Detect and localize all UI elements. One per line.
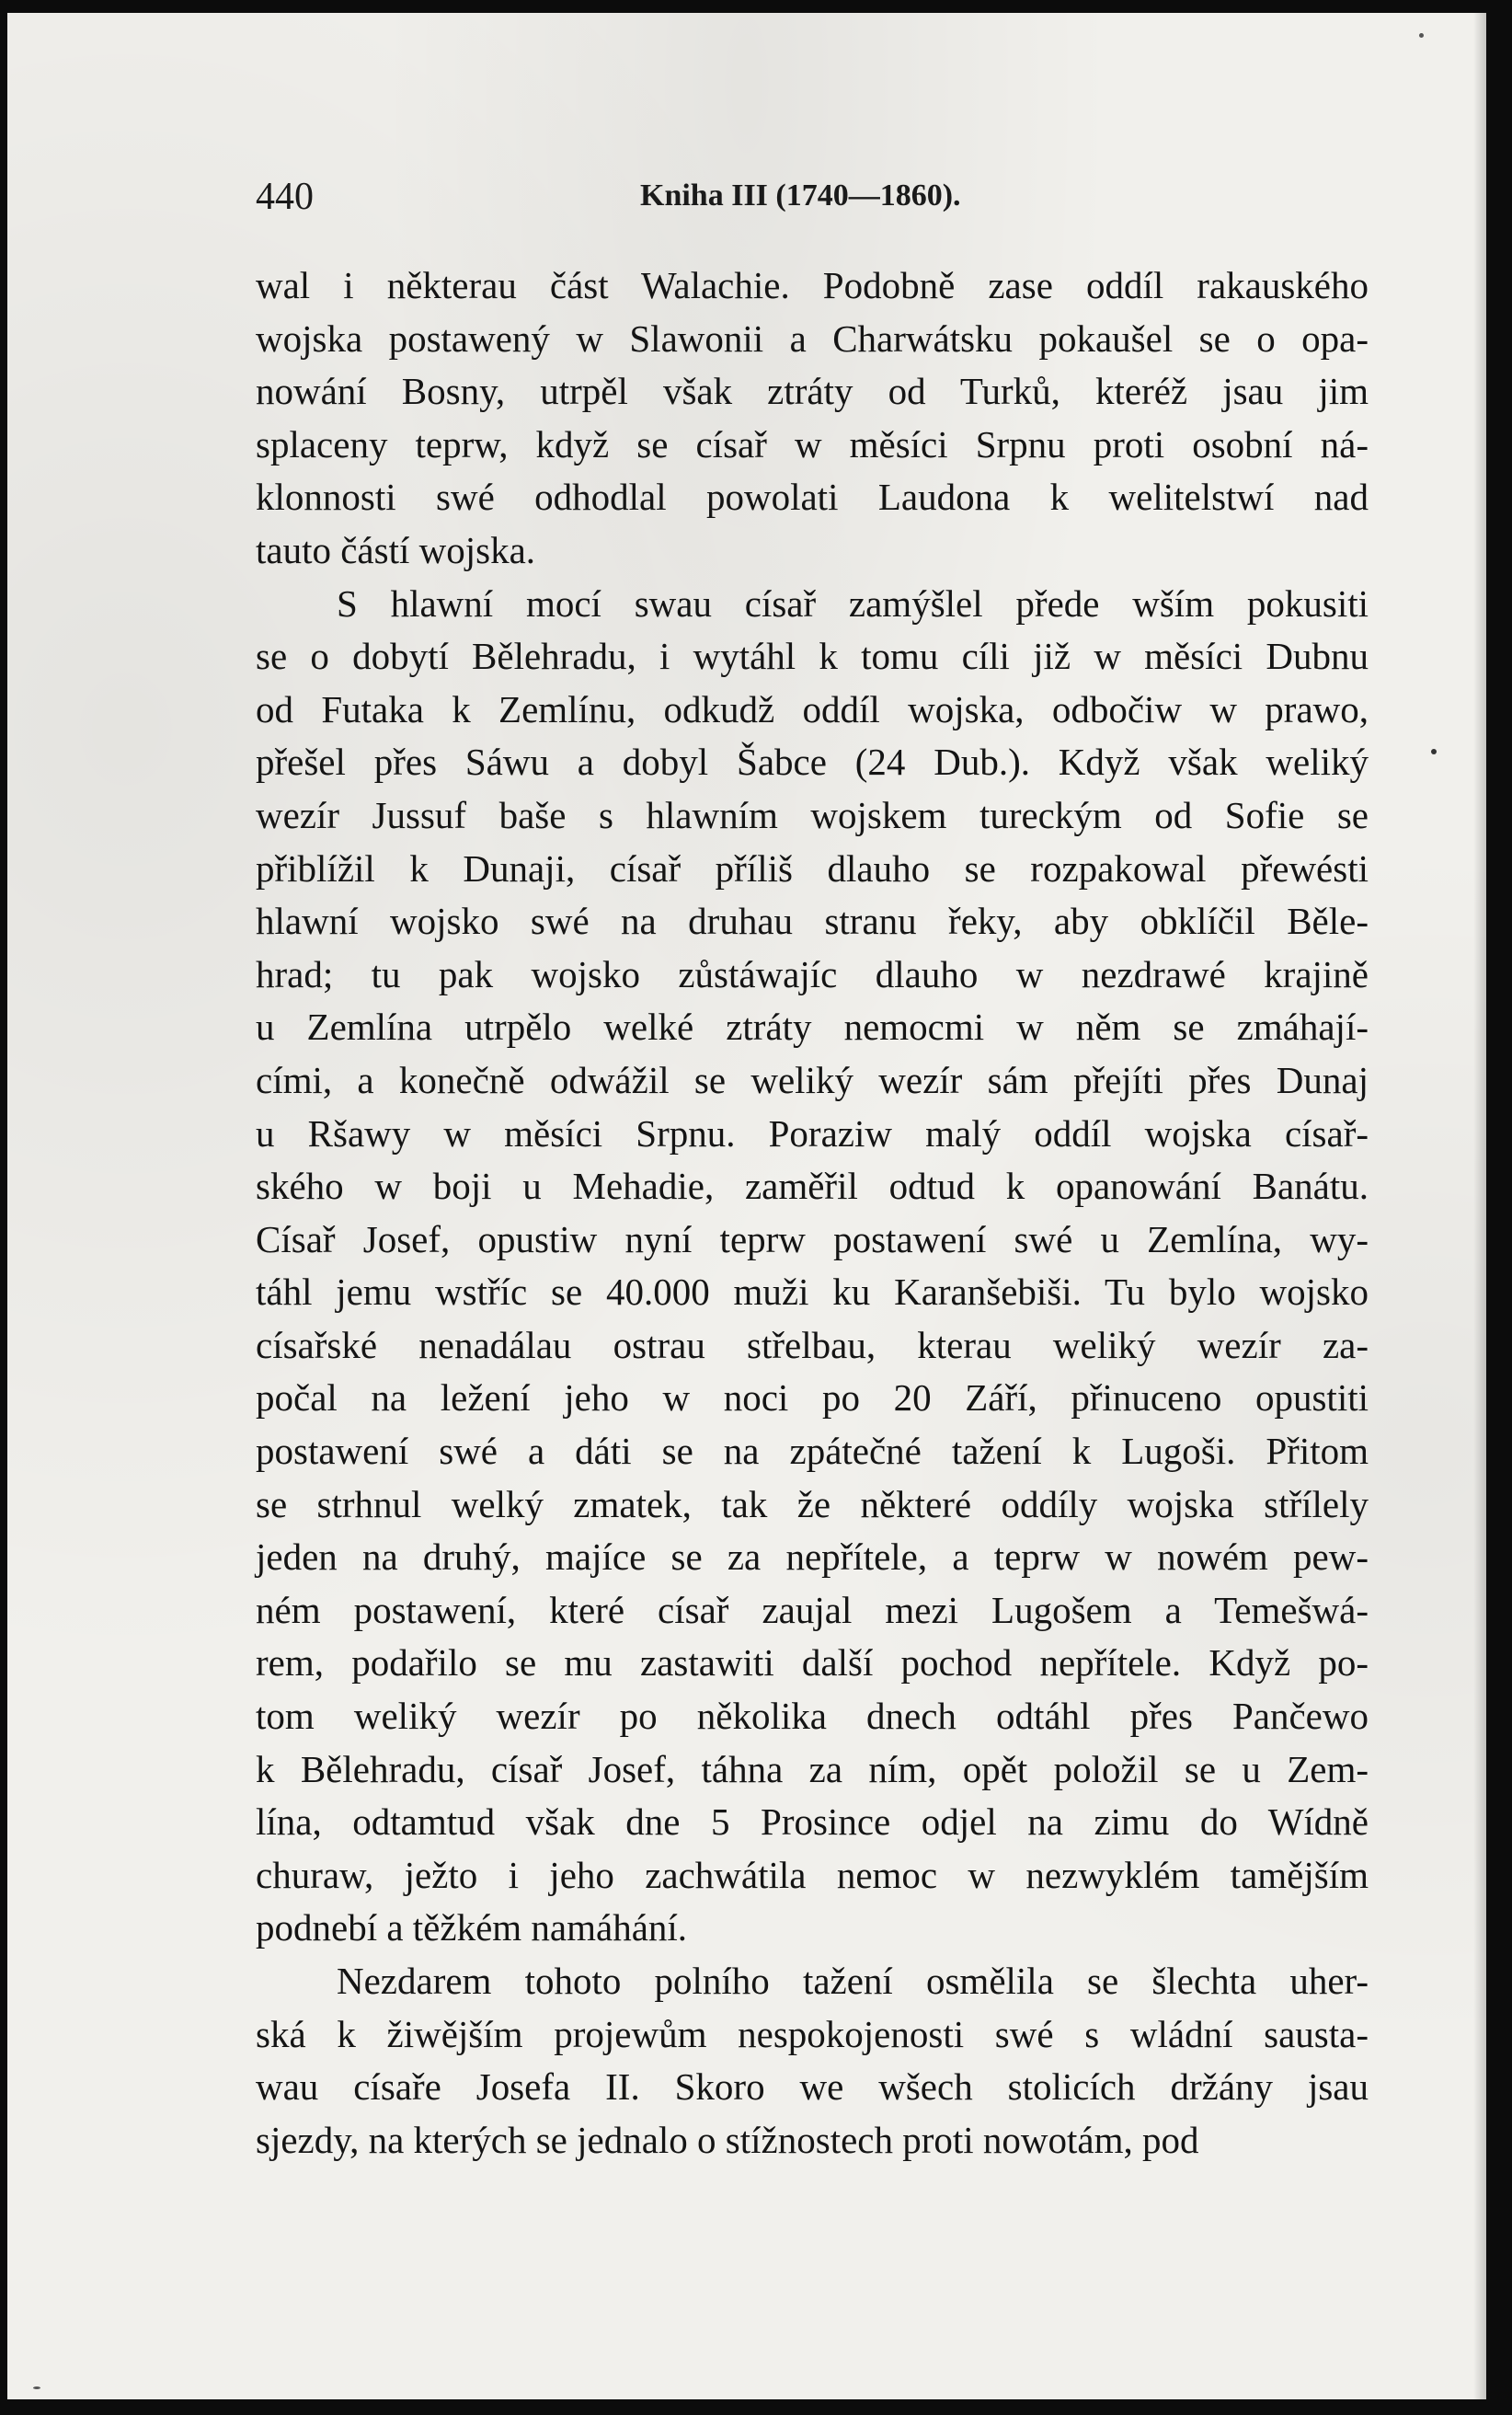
text-line: postawení swé a dáti se na zpátečné tažení k Lugoši. Přitom — [256, 1430, 1369, 1473]
text-line: sjezdy, na kterých se jednalo o stížnostech proti nowotám, pod — [256, 2118, 1199, 2161]
paragraph — [256, 578, 1369, 1955]
paragraph — [256, 1955, 1369, 2167]
page-gutter-shadow — [1473, 13, 1486, 2399]
text-line: jeden na druhý, majíce se za nepřítele, a teprw w nowém pew- — [256, 1535, 1369, 1579]
text-line: cími, a konečně odwážil se weliký wezír sám přejíti přes Dunaj — [256, 1058, 1369, 1101]
text-line: ská k žiwějším projewům nespokojenosti swé s wládní sausta- — [256, 2012, 1369, 2055]
text-line: splaceny teprw, když se císař w měsíci Srpnu proti osobní ná- — [256, 422, 1369, 466]
text-line: počal na ležení jeho w noci po 20 Září, přinuceno opustiti — [256, 1376, 1369, 1420]
book-page — [7, 13, 1486, 2399]
text-line: ném postawení, které císař zaujal mezi Lugošem a Temešwá- — [256, 1588, 1369, 1631]
text-line: nowání Bosny, utrpěl však ztráty od Turků, kteréž jsau jim — [256, 370, 1369, 413]
text-line: tom weliký wezír po několika dnech odtáhl přes Pančewo — [256, 1695, 1369, 1738]
text-line: Nezdarem tohoto polního tažení osmělila se šlechta uher- — [337, 1960, 1369, 2002]
text-line: churaw, ježto i jeho zachwátila nemoc w nezwyklém tamějším — [256, 1853, 1369, 1896]
text-line: wezír Jussuf baše s hlawním wojskem tureckým od Sofie se — [256, 793, 1369, 836]
text-line: táhl jemu wstříc se 40.000 muži ku Karanšebiši. Tu bylo wojsko — [256, 1271, 1369, 1314]
text-line: ského w boji u Mehadie, zaměřil odtud k opanowání Banátu. — [256, 1165, 1369, 1208]
text-line: hlawní wojsko swé na druhau stranu řeky, aby obklíčil Běle- — [256, 900, 1369, 943]
text-line: u Ršawy w měsíci Srpnu. Poraziw malý oddíl wojska císař- — [256, 1111, 1369, 1155]
text-line: od Futaka k Zemlínu, odkudž oddíl wojska, odbočiw w prawo, — [256, 687, 1369, 730]
page-header — [256, 171, 991, 226]
text-line: wau císaře Josefa II. Skoro we wšech stolicích držány jsau — [256, 2065, 1369, 2109]
text-line: podnebí a těžkém namáhání. — [256, 1906, 688, 1949]
text-line: rem, podařilo se mu zastawiti další pochod nepřítele. Když po- — [256, 1641, 1369, 1685]
paragraph — [256, 259, 1369, 578]
page-number: 440 — [256, 176, 314, 218]
text-line: klonnosti swé odhodlal powolati Laudona k welitelstwí nad — [256, 476, 1369, 519]
body-text — [256, 259, 1369, 2167]
text-line: wojska postawený w Slawonii a Charwátsku pokaušel se o opa- — [256, 316, 1369, 360]
text-line: u Zemlína utrpělo welké ztráty nemocmi w něm se zmáhají- — [256, 1006, 1369, 1049]
text-line: přešel přes Sáwu a dobyl Šabce (24 Dub.). Když však weliký — [256, 741, 1369, 784]
paper-speck — [1419, 33, 1424, 38]
text-line: tauto částí wojska. — [256, 528, 536, 571]
text-line: přiblížil k Dunaji, císař příliš dlauho se rozpakowal přewésti — [256, 846, 1369, 890]
text-line: Císař Josef, opustiw nyní teprw postawení swé u Zemlína, wy- — [256, 1217, 1369, 1260]
paper-speck — [33, 2386, 40, 2389]
running-head: Kniha III (1740—1860). — [640, 178, 961, 213]
text-line: císařské nenadálau ostrau střelbau, kterau weliký wezír za- — [256, 1323, 1369, 1366]
paper-speck — [1431, 749, 1437, 754]
text-line: hrad; tu pak wojsko zůstáwajíc dlauho w nezdrawé krajině — [256, 952, 1369, 995]
text-line: wal i některau část Walachie. Podobně zase oddíl rakauského — [256, 264, 1369, 306]
text-line: S hlawní mocí swau císař zamýšlel přede wším pokusiti — [337, 581, 1369, 625]
text-line: se o dobytí Bělehradu, i wytáhl k tomu cíli již w měsíci Dubnu — [256, 635, 1369, 678]
text-line: k Bělehradu, císař Josef, táhna za ním, opět položil se u Zem- — [256, 1747, 1369, 1790]
text-line: lína, odtamtud však dne 5 Prosince odjel na zimu do Wídně — [256, 1800, 1369, 1844]
text-line: se strhnul welký zmatek, tak že některé oddíly wojska střílely — [256, 1482, 1369, 1525]
